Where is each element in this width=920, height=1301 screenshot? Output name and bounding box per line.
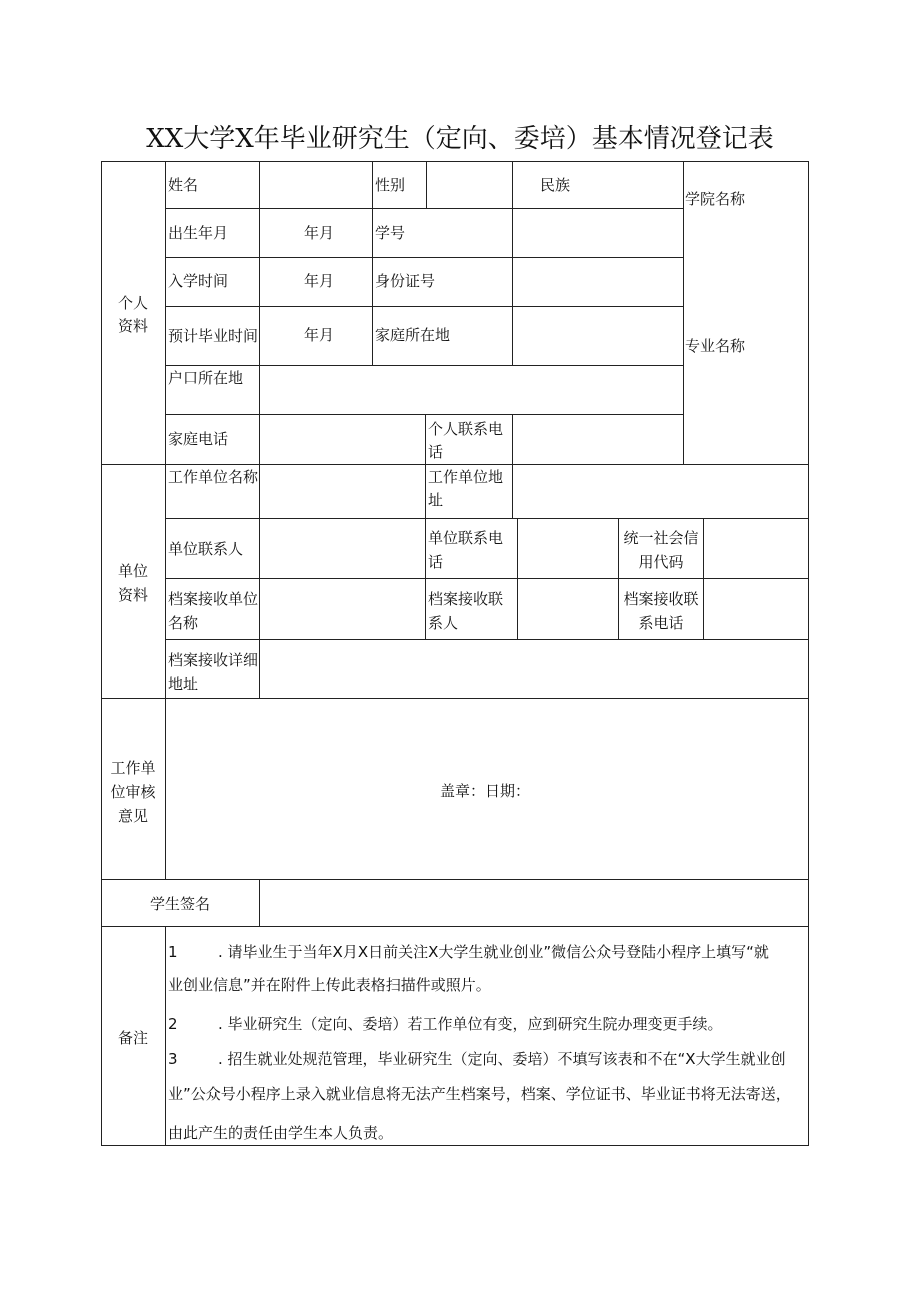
enroll-value: 年月	[304, 272, 335, 290]
personal-phone-label: 个人联系电	[428, 420, 504, 438]
archive-unit-label: 档案接收单位	[168, 590, 259, 608]
remark-1-line-2: 业创业信息”并在附件上传此表格扫描件或照片。	[168, 976, 491, 994]
remarks-label: 备注	[117, 1029, 148, 1047]
signature-label: 学生签名	[149, 895, 210, 913]
review-label-2: 位审核	[110, 783, 156, 801]
stamp-date: 盖章：日期：	[440, 782, 531, 800]
personal-phone-label-2: 话	[428, 443, 444, 461]
credit-code-label: 统一社会信	[623, 529, 699, 547]
unit-section-label: 单位	[117, 562, 148, 580]
enroll-label: 入学时间	[168, 272, 229, 290]
remark-3-line-3: 由此产生的责任由学生本人负责。	[168, 1124, 394, 1142]
personal-section-label-2: 资料	[117, 317, 148, 335]
unit-address-label: 工作单位地	[428, 468, 504, 486]
review-label: 工作单	[110, 759, 156, 777]
archive-contact-label-2: 系人	[428, 614, 459, 632]
birth-value: 年月	[304, 224, 335, 242]
archive-phone-label-2: 系电话	[638, 614, 684, 632]
archive-unit-label-2: 名称	[168, 614, 199, 632]
remark-1-number: 1	[168, 943, 178, 961]
college-label: 学院名称	[685, 190, 746, 208]
unit-contact-label: 单位联系人	[168, 540, 244, 558]
remark-3-number: 3	[168, 1050, 178, 1068]
review-label-3: 意见	[117, 807, 148, 825]
gender-label: 性别	[375, 176, 406, 194]
grad-value: 年月	[304, 326, 335, 344]
archive-address-label-2: 地址	[168, 675, 199, 693]
ethnicity-label: 民族	[540, 176, 571, 194]
remark-3-line-1: . 招生就业处规范管理，毕业研究生（定向、委培）不填写该表和不在“X大学生就业创	[218, 1050, 786, 1068]
grad-label: 预计毕业时间	[168, 327, 259, 345]
archive-contact-label: 档案接收联	[428, 590, 504, 608]
credit-code-label-2: 用代码	[638, 553, 684, 571]
student-id-label: 学号	[375, 224, 406, 242]
remark-3-line-2: 业”公众号小程序上录入就业信息将无法产生档案号，档案、学位证书、毕业证书将无法寄送，	[168, 1085, 791, 1103]
archive-address-label: 档案接收详细	[168, 651, 259, 669]
unit-section-label-2: 资料	[117, 586, 148, 604]
form-title: XX大学X年毕业研究生（定向、委培）基本情况登记表	[146, 124, 774, 154]
unit-address-label-2: 址	[428, 491, 444, 509]
archive-phone-label: 档案接收联	[623, 590, 699, 608]
unit-phone-label-2: 话	[428, 553, 444, 571]
remark-2-line-1: . 毕业研究生（定向、委培）若工作单位有变，应到研究生院办理变更手续。	[218, 1015, 723, 1033]
unit-phone-label: 单位联系电	[428, 529, 504, 547]
remark-1-line-1: . 请毕业生于当年X月X日前关注X大学生就业创业”微信公众号登陆小程序上填写“就	[218, 943, 769, 961]
id-card-label: 身份证号	[375, 272, 436, 290]
birth-label: 出生年月	[168, 224, 229, 242]
home-address-label: 家庭所在地	[375, 326, 451, 344]
hukou-label: 户口所在地	[168, 369, 244, 387]
unit-name-label: 工作单位名称	[168, 468, 259, 486]
major-label: 专业名称	[685, 337, 746, 355]
home-phone-label: 家庭电话	[168, 430, 229, 448]
name-label: 姓名	[168, 176, 199, 194]
remark-2-number: 2	[168, 1015, 178, 1033]
personal-section-label: 个人	[117, 294, 148, 312]
